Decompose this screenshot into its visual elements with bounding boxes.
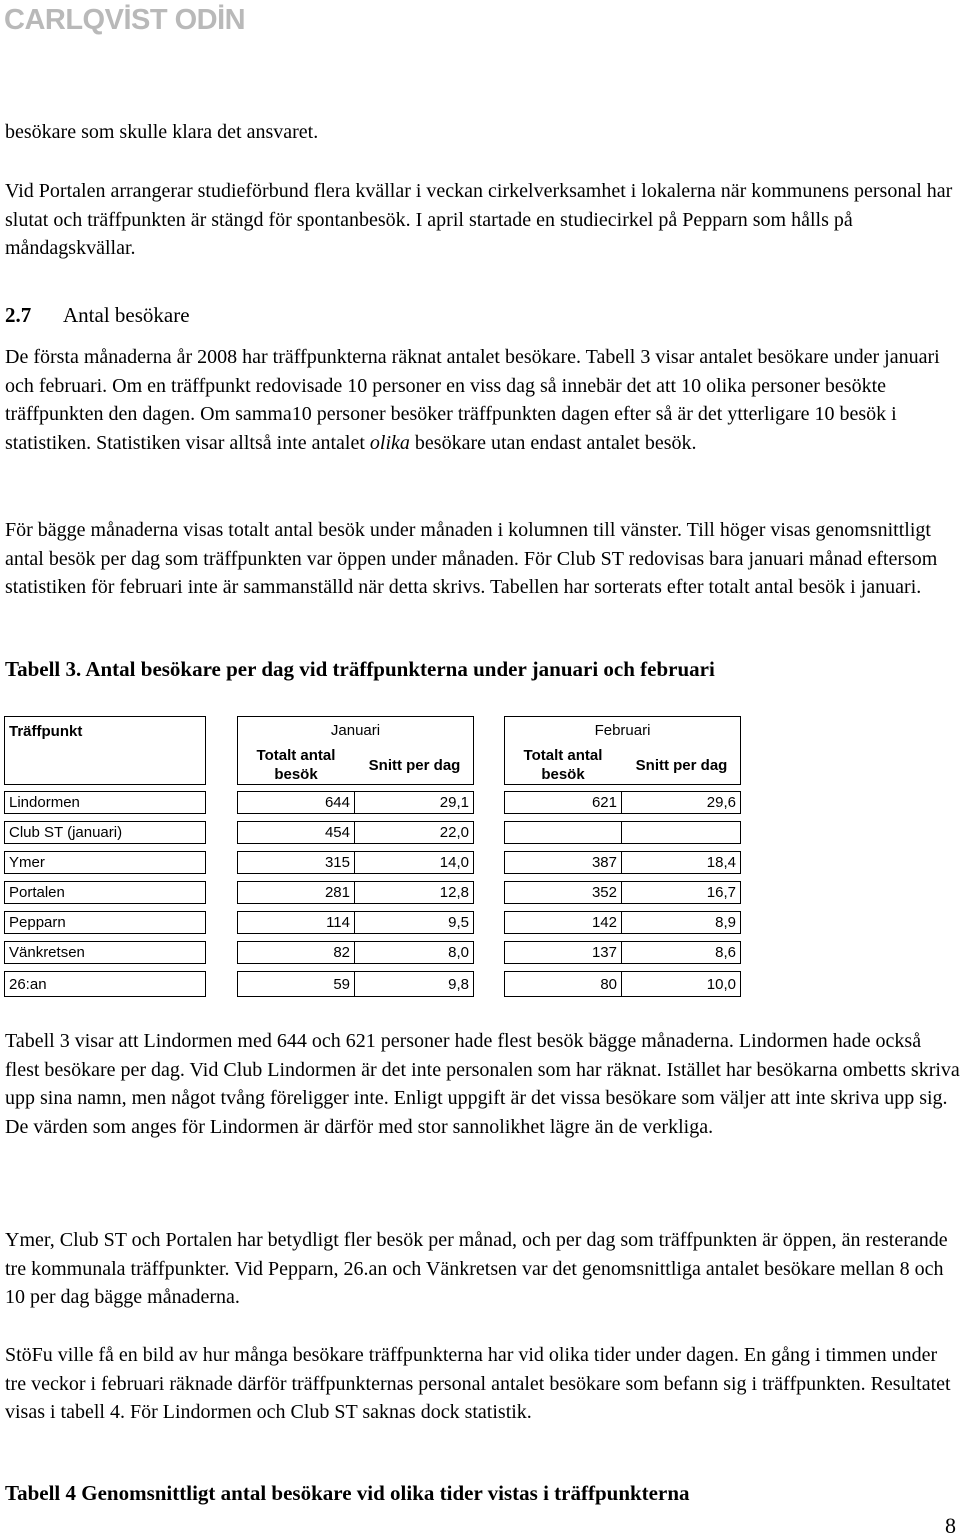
cell-jan-total: 315 — [237, 851, 355, 874]
cell-jan-avg: 9,5 — [354, 911, 474, 934]
cell-place: 26:an — [4, 971, 206, 997]
cell-feb-total: 137 — [504, 941, 622, 964]
section-number: 2.7 — [5, 303, 32, 327]
cell-jan-total: 454 — [237, 821, 355, 844]
paragraph-counting-text: De första månaderna år 2008 har träffpunkterna räknat antalet besökare. Tabell 3 visar antalet besökare under januari och februari. Om en träffpunkt redovisade 10 personer en viss dag så innebär det att 10 olika personer besökte träffpunkten den dagen. Om samma10 personer besöker träffpunkten dagen efter så är det ytterligare 10 besök i statistiken. Statistiken visar alltså inte antalet — [5, 346, 940, 454]
cell-feb-avg: 8,6 — [621, 941, 741, 964]
cell-feb-total: 621 — [504, 791, 622, 814]
paragraph-counting — [5, 343, 960, 457]
jan-total-header-line2: besök — [274, 766, 318, 783]
feb-total-header-line1: Totalt antal — [523, 747, 603, 764]
cell-jan-avg: 12,8 — [354, 881, 474, 904]
cell-feb-avg: 18,4 — [621, 851, 741, 874]
january-group-label: Januari — [330, 722, 381, 739]
cell-feb-avg: 8,9 — [621, 911, 741, 934]
cell-place: Vänkretsen — [4, 941, 206, 964]
cell-feb-avg: 10,0 — [621, 971, 741, 997]
paragraph-counting-end: besökare utan endast antalet besök. — [409, 431, 697, 454]
section-title: Antal besökare — [63, 303, 190, 327]
paragraph-comparison: Ymer, Club ST och Portalen har betydligt fler besök per månad, och per dag som träffpunkten är öppen, än resterande tre kommunala träffpunkter. Vid Pepparn, 26.an och Vänkretsen var det genomsnittliga antalet besökare mellan 8 och 10 per dag bägge månaderna. — [5, 1229, 948, 1308]
cell-feb-avg — [621, 821, 741, 844]
cell-jan-avg: 9,8 — [354, 971, 474, 997]
table3-caption: Tabell 3. Antal besökare per dag vid träffpunkterna under januari och februari — [5, 657, 715, 681]
paragraph-portalen: Vid Portalen arrangerar studieförbund flera kvällar i veckan cirkelverksamhet i lokalerna när kommunens personal har slutat och träffpunkten är stängd för spontanbesök. I april startade en studiecirkel på Pepparn som hålls på måndagskvällar. — [5, 180, 953, 259]
cell-feb-total: 352 — [504, 881, 622, 904]
cell-jan-total: 59 — [237, 971, 355, 997]
company-logo: CARLQVİST ODİN — [4, 4, 246, 36]
cell-jan-avg: 8,0 — [354, 941, 474, 964]
cell-feb-avg: 16,7 — [621, 881, 741, 904]
jan-total-header-line1: Totalt antal — [256, 747, 336, 764]
jan-total-header — [237, 746, 355, 784]
cell-feb-total: 80 — [504, 971, 622, 997]
cell-place: Lindormen — [4, 791, 206, 814]
emphasis-olika: olika — [369, 431, 410, 454]
cell-feb-total: 387 — [504, 851, 622, 874]
cell-feb-avg: 29,6 — [621, 791, 741, 814]
cell-jan-total: 82 — [237, 941, 355, 964]
paragraph-columns: För bägge månaderna visas totalt antal besök under månaden i kolumnen till vänster. Till höger visas genomsnittligt antal besök per dag som träffpunkten var öppen under månaden. För Club ST redovisas bara januari månad eftersom statistiken för februari inte är sammanställd när detta skrivs. Tabellen har sorterats efter totalt antal besök i januari. — [5, 519, 938, 598]
cell-jan-total: 281 — [237, 881, 355, 904]
cell-place: Portalen — [4, 881, 206, 904]
table4-caption: Tabell 4 Genomsnittligt antal besökare vid olika tider vistas i träffpunkterna — [5, 1481, 690, 1505]
cell-place: Pepparn — [4, 911, 206, 934]
cell-feb-total: 142 — [504, 911, 622, 934]
paragraph-lindormen: Tabell 3 visar att Lindormen med 644 och 621 personer hade flest besök bägge månaderna. Lindormen hade också flest besökare per dag. Vid Club Lindormen är det inte personalen som har räknat. Istället har besökarna ombetts skriva upp sina namn, men något tvång föreligger inte. Enligt uppgift är det vissa besökare som väljer att inte skriva upp sig. De värden som anges för Lindormen är därför med stor sannolikhet lägre än de verkliga. — [5, 1030, 960, 1138]
feb-total-header-line2: besök — [541, 766, 585, 783]
cell-place: Ymer — [4, 851, 206, 874]
column-header-place: Träffpunkt — [4, 716, 206, 785]
february-group-label: Februari — [594, 722, 651, 739]
paragraph-stofu: StöFu ville få en bild av hur många besökare träffpunkterna har vid olika tider under dagen. En gång i timmen under tre veckor i februari räknade därför träffpunkternas personal antalet besökare som befann sig i träffpunkten. Resultatet visas i tabell 4. För Lindormen och Club ST saknas dock statistik. — [5, 1344, 951, 1423]
feb-avg-header: Snitt per dag — [635, 757, 728, 774]
cell-jan-avg: 29,1 — [354, 791, 474, 814]
page-number: 8 — [945, 1513, 956, 1538]
cell-feb-total — [504, 821, 622, 844]
cell-jan-total: 644 — [237, 791, 355, 814]
paragraph-intro: besökare som skulle klara det ansvaret. — [5, 121, 319, 143]
jan-avg-header: Snitt per dag — [368, 757, 461, 774]
feb-total-header — [504, 746, 622, 784]
cell-jan-total: 114 — [237, 911, 355, 934]
cell-place: Club ST (januari) — [4, 821, 206, 844]
section-heading — [5, 303, 190, 328]
cell-jan-avg: 22,0 — [354, 821, 474, 844]
cell-jan-avg: 14,0 — [354, 851, 474, 874]
